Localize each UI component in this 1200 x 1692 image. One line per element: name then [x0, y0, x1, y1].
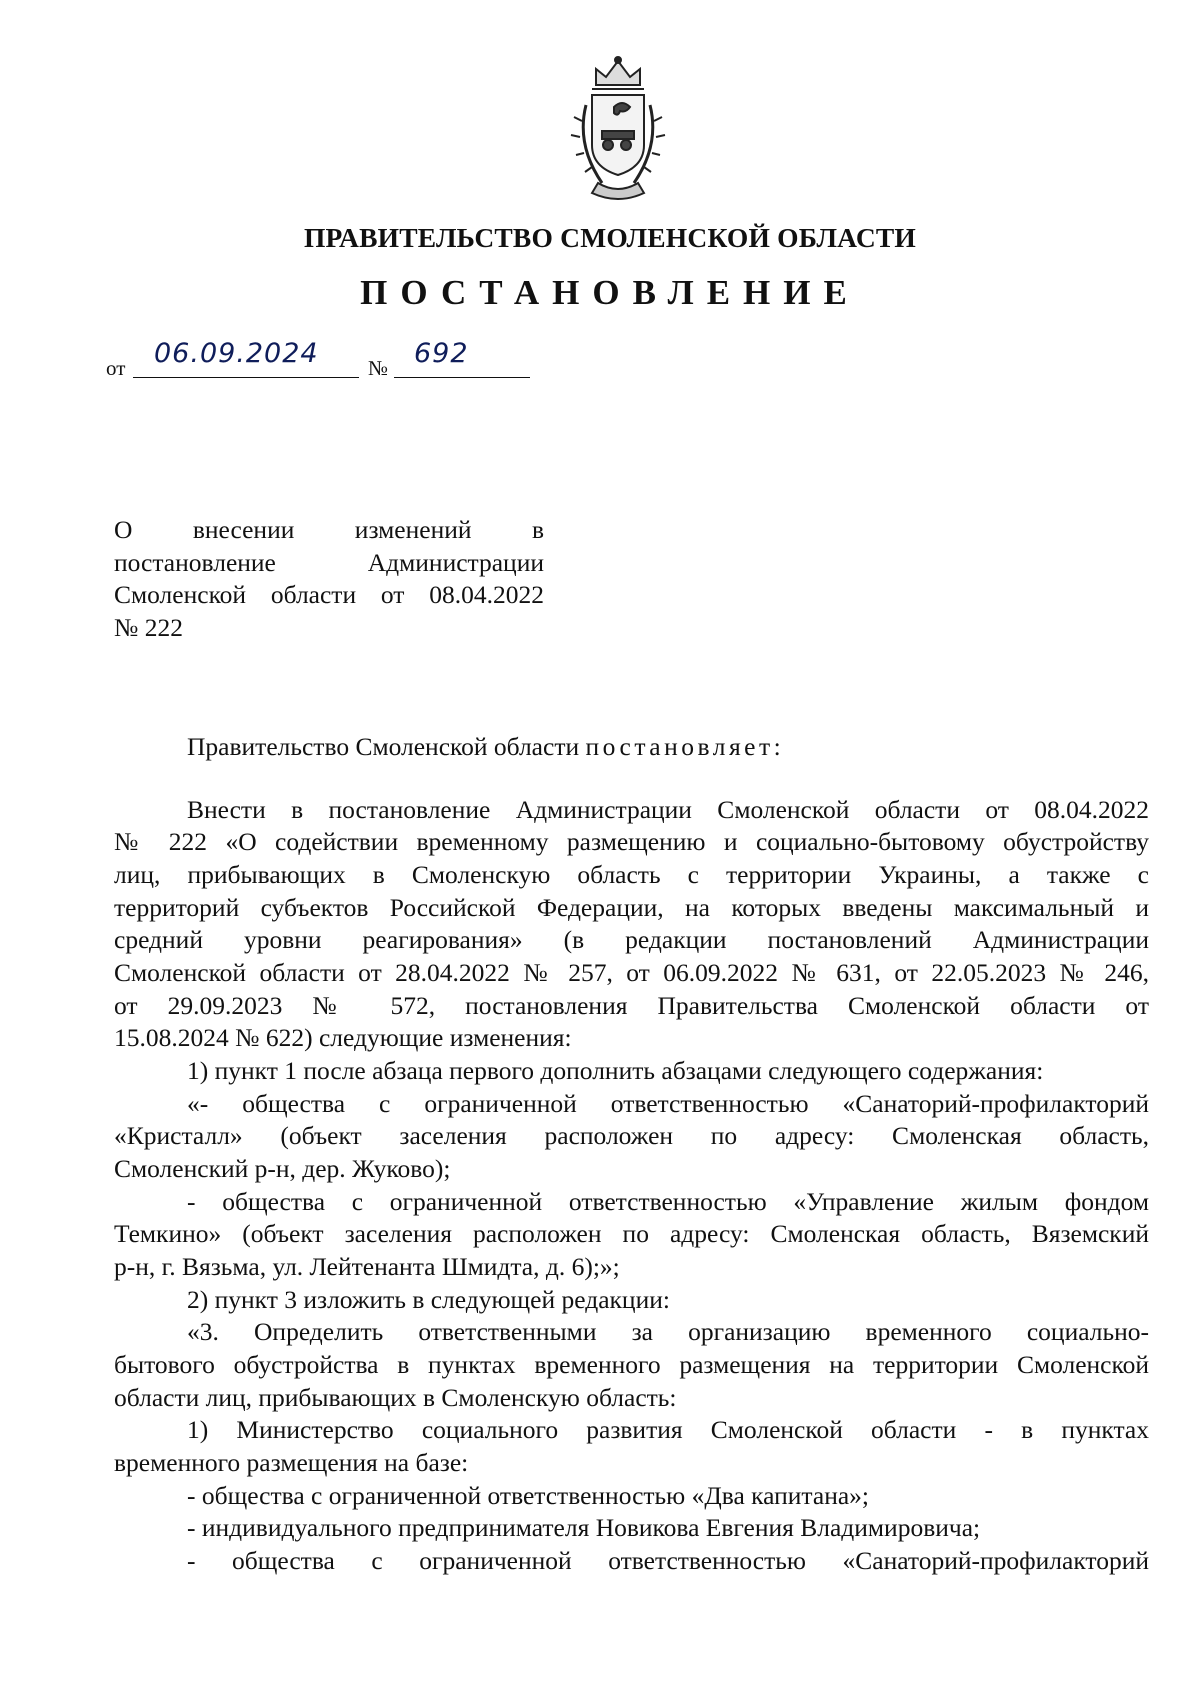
- date-label: от: [106, 356, 126, 380]
- body-line: лиц, прибывающих в Смоленскую область с территории Украины, а также с: [114, 860, 1149, 889]
- body-line: временного размещения на базе:: [114, 1448, 469, 1477]
- body-line: 2) пункт 3 изложить в следующей редакции:: [187, 1285, 670, 1314]
- body-line: - общества с ограниченной ответственностью «Санаторий-профилакторий: [187, 1546, 1149, 1575]
- document-subject: [114, 514, 544, 644]
- body-line: от 29.09.2023 № 572, постановления Правительства Смоленской области от: [114, 991, 1149, 1020]
- body-line: 1) пункт 1 после абзаца первого дополнить абзацами следующего содержания:: [187, 1056, 1044, 1085]
- subject-line: О внесении изменений в: [114, 515, 544, 544]
- preamble-verb: постановляет:: [585, 732, 785, 761]
- body-line: - общества с ограниченной ответственностью «Управление жилым фондом: [187, 1187, 1149, 1216]
- subject-line: Смоленской области от 08.04.2022: [114, 580, 544, 609]
- body-line: бытового обустройства в пунктах временного размещения на территории Смоленской: [114, 1350, 1149, 1379]
- body-line: территорий субъектов Российской Федерации, на которых введены максимальный и: [114, 893, 1149, 922]
- body-line: Смоленской области от 28.04.2022 № 257, от 06.09.2022 № 631, от 22.05.2023 № 246,: [114, 958, 1149, 987]
- body-line: - общества с ограниченной ответственностью «Два капитана»;: [187, 1481, 869, 1510]
- date-underline: [133, 377, 359, 378]
- subject-line: № 222: [114, 612, 183, 642]
- subject-line: постановление Администрации: [114, 547, 544, 577]
- body-line: Темкино» (объект заселения расположен по адресу: Смоленская область, Вяземский: [114, 1219, 1149, 1248]
- body-line: 1) Министерство социального развития Смоленской области - в пунктах: [187, 1415, 1149, 1444]
- body-line: р-н, г. Вязьма, ул. Лейтенанта Шмидта, д. 6);»;: [114, 1252, 620, 1281]
- body-line: области лиц, прибывающих в Смоленскую область:: [114, 1383, 677, 1412]
- body-line: «- общества с ограниченной ответственностью «Санаторий-профилакторий: [187, 1089, 1149, 1118]
- number-underline: [394, 377, 530, 378]
- body-line: - индивидуального предпринимателя Новикова Евгения Владимировича;: [187, 1513, 981, 1542]
- government-title: ПРАВИТЕЛЬСТВО СМОЛЕНСКОЙ ОБЛАСТИ: [303, 222, 917, 253]
- handwritten-date: 06.09.2024: [154, 338, 319, 369]
- preamble-text: Правительство Смоленской области: [187, 732, 586, 761]
- document-type: ПОСТАНОВЛЕНИЕ: [360, 273, 860, 312]
- body-line: 15.08.2024 № 622) следующие изменения:: [114, 1023, 572, 1052]
- body-line: «Кристалл» (объект заселения расположен по адресу: Смоленская область,: [114, 1121, 1149, 1150]
- body-line: «3. Определить ответственными за организацию временного социально-: [187, 1317, 1149, 1346]
- coat-of-arms-icon: [562, 55, 674, 203]
- number-label: №: [368, 356, 389, 380]
- body-line: № 222 «О содействии временному размещению и социально-бытовому обустройству: [114, 827, 1149, 856]
- body-line: Смоленский р-н, дер. Жуково);: [114, 1154, 451, 1183]
- body-line: Внести в постановление Администрации Смоленской области от 08.04.2022: [187, 795, 1149, 824]
- preamble: [187, 732, 784, 762]
- body-line: средний уровни реагирования» (в редакции постановлений Администрации: [114, 925, 1149, 954]
- handwritten-number: 692: [414, 338, 469, 369]
